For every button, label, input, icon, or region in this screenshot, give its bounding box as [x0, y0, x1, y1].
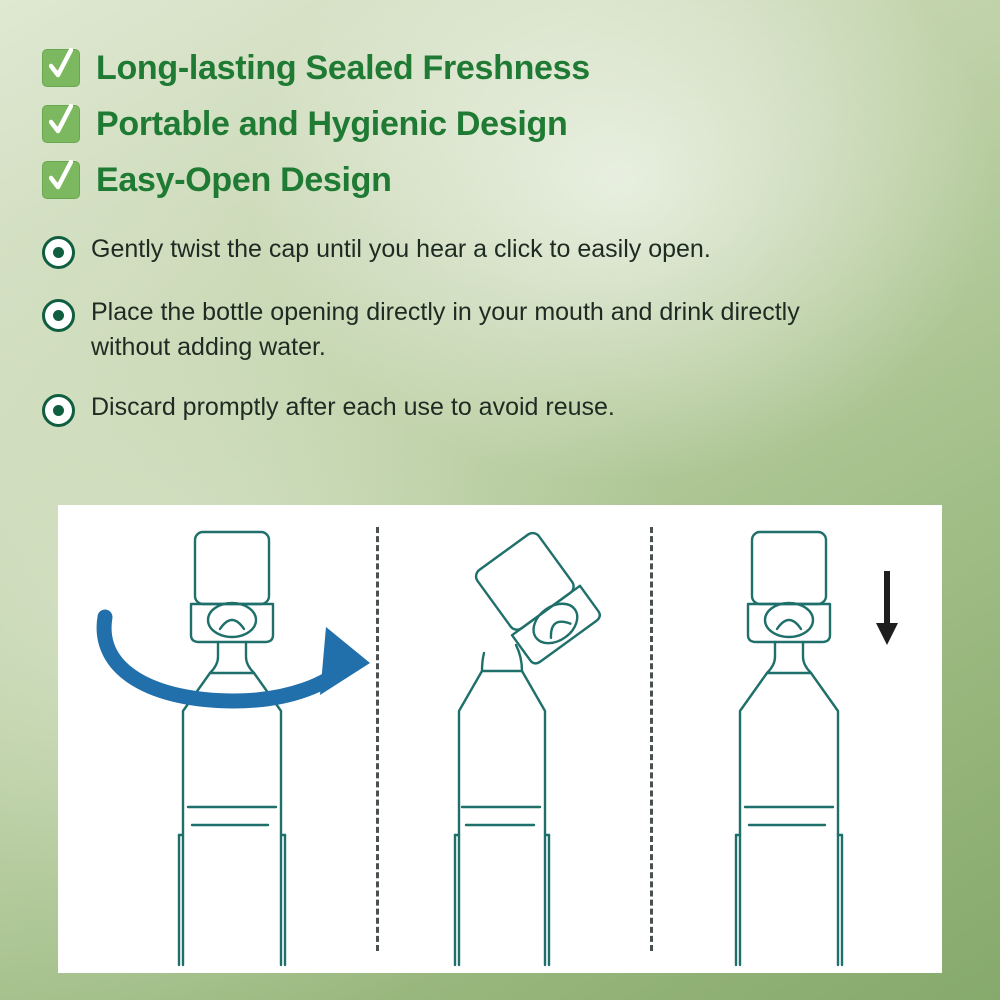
instruction-text: Gently twist the cap until you hear a click to easily open. — [91, 235, 711, 263]
instruction-item — [42, 295, 872, 364]
radio-bullet-icon — [42, 394, 75, 427]
check-icon — [42, 105, 80, 143]
instruction-item — [42, 232, 872, 269]
feature-label: Portable and Hygienic Design — [96, 104, 568, 143]
feature-item — [42, 96, 942, 152]
instruction-diagram-card — [58, 505, 942, 973]
instruction-list — [42, 232, 872, 453]
twist-arrow-icon — [104, 617, 370, 701]
radio-bullet-icon — [42, 236, 75, 269]
feature-item — [42, 40, 942, 96]
remove-cap-step — [376, 505, 650, 973]
instruction-text: Place the bottle opening directly in your mouth and drink directly without adding water. — [91, 298, 800, 361]
twist-cap-step — [58, 505, 376, 973]
feature-list — [42, 40, 942, 208]
instruction-item — [42, 390, 872, 427]
instruction-text: Discard promptly after each use to avoid reuse. — [91, 393, 615, 421]
press-down-arrow-icon — [876, 571, 898, 645]
radio-bullet-icon — [42, 299, 75, 332]
feature-label: Easy-Open Design — [96, 160, 392, 199]
check-icon — [42, 161, 80, 199]
press-down-step — [650, 505, 942, 973]
feature-label: Long-lasting Sealed Freshness — [96, 48, 590, 87]
check-icon — [42, 49, 80, 87]
feature-item — [42, 152, 942, 208]
